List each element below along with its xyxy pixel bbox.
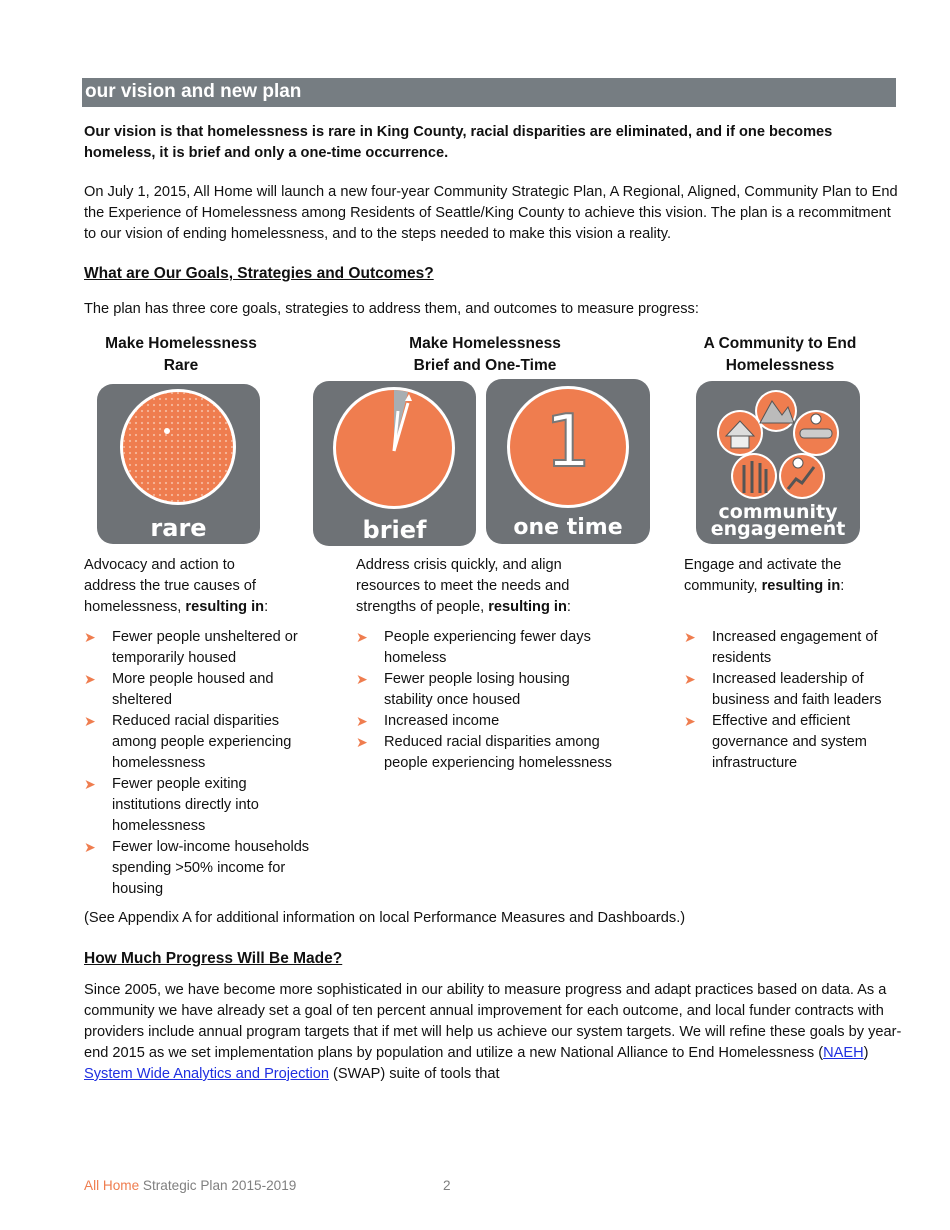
footer-org: All Home — [84, 1178, 140, 1193]
resulting-in: resulting in — [488, 599, 567, 615]
heading-line: Rare — [163, 357, 199, 374]
arrow-bullet-icon: ➤ — [84, 671, 96, 687]
brief-outcomes — [356, 627, 622, 774]
tile-label: one time — [513, 515, 623, 540]
goals-heading: What are Our Goals, Strategies and Outcomes? — [84, 265, 434, 282]
arrow-bullet-icon: ➤ — [684, 629, 696, 645]
list-item: ➤ Increased leadership of business and faith leaders — [684, 671, 882, 708]
heading-line: Brief and One-Time — [413, 357, 557, 374]
naeh-link[interactable]: NAEH — [823, 1045, 864, 1061]
rare-description: Advocacy and action to address the true causes of homelessness, resulting in: — [84, 557, 269, 615]
community-description: Engage and activate the community, resulting in: — [684, 557, 845, 594]
column-heading-brief — [380, 333, 590, 377]
brief-tile — [313, 381, 476, 546]
rare-tile — [97, 384, 260, 544]
section-title: our vision and new plan — [85, 81, 302, 102]
list-item: ➤ Fewer low-income households spending >50% income for housing — [84, 839, 310, 897]
progress-heading: How Much Progress Will Be Made? — [84, 950, 343, 967]
tile-label-group — [696, 501, 860, 540]
growth-chart-icon — [779, 453, 825, 499]
arrow-bullet-icon: ➤ — [84, 839, 96, 855]
arrow-bullet-icon: ➤ — [356, 671, 368, 687]
resulting-in: resulting in — [761, 578, 841, 594]
footer-doc: Strategic Plan 2015-2019 — [139, 1178, 297, 1193]
arrow-bullet-icon: ➤ — [356, 734, 368, 750]
arrow-bullet-icon: ➤ — [684, 671, 696, 687]
arrow-bullet-icon: ➤ — [356, 713, 368, 729]
tile-label: engagement — [710, 518, 846, 540]
rare-outcomes — [84, 627, 314, 900]
raised-hands-icon — [731, 453, 777, 499]
tile-label: rare — [150, 514, 207, 542]
tile-label: community — [718, 501, 838, 523]
list-item: ➤ More people housed and sheltered — [84, 671, 274, 708]
appendix-note: (See Appendix A for additional information on local Performance Measures and Dashboards.) — [84, 910, 686, 926]
heading-line: Make Homelessness — [105, 335, 257, 352]
arrow-bullet-icon: ➤ — [684, 713, 696, 729]
section-banner — [82, 78, 896, 107]
arrow-bullet-icon: ➤ — [84, 776, 96, 792]
goals-intro: The plan has three core goals, strategies to address them, and outcomes to measure progress: — [84, 301, 699, 317]
arrow-bullet-icon: ➤ — [84, 713, 96, 729]
mountain-icon — [755, 390, 797, 432]
description-text: Address crisis quickly, and align resources to meet the needs and strengths of people, — [356, 557, 570, 615]
community-outcomes — [684, 627, 904, 774]
resulting-in: resulting in — [185, 599, 265, 615]
list-item: ➤ Effective and efficient governance and system infrastructure — [684, 713, 867, 771]
arrow-bullet-icon: ➤ — [356, 629, 368, 645]
one-time-tile — [486, 379, 650, 544]
one-digit: 1 — [545, 399, 591, 483]
list-item: ➤ Reduced racial disparities among people experiencing homelessness — [356, 734, 612, 771]
column-heading-rare — [84, 333, 278, 377]
arrow-bullet-icon: ➤ — [84, 629, 96, 645]
list-item: ➤ Fewer people exiting institutions directly into homelessness — [84, 776, 259, 834]
list-item: ➤ Fewer people losing housing stability once housed — [356, 671, 570, 708]
list-item: ➤ Fewer people unsheltered or temporarily housed — [84, 629, 298, 666]
list-item: ➤ People experiencing fewer days homeless — [356, 629, 591, 666]
heading-line: Homelessness — [725, 357, 835, 374]
tile-label: brief — [362, 516, 427, 544]
list-item: ➤ Increased income — [356, 711, 622, 732]
swap-link[interactable]: System Wide Analytics and Projection — [84, 1066, 329, 1082]
page-number: 2 — [443, 1178, 451, 1193]
footer — [84, 1178, 296, 1193]
vision-statement: Our vision is that homelessness is rare in King County, racial disparities are eliminated, and if one becomes homeless, it is brief and only a one-time occurrence. — [84, 124, 833, 161]
description-text: Advocacy and action to address the true causes of homelessness, — [84, 557, 256, 615]
heading-line: Make Homelessness — [409, 335, 561, 352]
brief-description: Address crisis quickly, and align resources to meet the needs and strengths of people, resulting in: — [356, 557, 571, 615]
heading-line: A Community to End — [703, 335, 857, 352]
intro-paragraph: On July 1, 2015, All Home will launch a new four-year Community Strategic Plan, A Regional, Aligned, Community Plan to End the Experience of Homelessness among Residents of Seattle/King County to achieve this vision. The plan is a recommitment to our vision of ending homelessness, and to the steps needed to make this vision a reality. — [84, 184, 898, 242]
community-tile — [696, 381, 860, 544]
list-item: ➤ Increased engagement of residents — [684, 629, 878, 666]
description-text: Engage and activate the community, — [684, 557, 842, 594]
column-heading-community — [680, 333, 880, 377]
progress-paragraph: Since 2005, we have become more sophisticated in our ability to measure progress and adapt practices based on data. As a community we have already set a goal of ten percent annual improvement for each outcome, and local funder contracts with providers include annual program targets that if met will help us achieve our system targets. We will refine these goals by year-end 2015 as we set implementation plans by population and utilize a new National Alliance to End Homelessness (NAEH) System Wide Analytics and Projection (SWAP) suite of tools that — [84, 982, 902, 1082]
handshake-icon — [793, 410, 839, 456]
list-item: ➤ Reduced racial disparities among people experiencing homelessness — [84, 713, 292, 771]
